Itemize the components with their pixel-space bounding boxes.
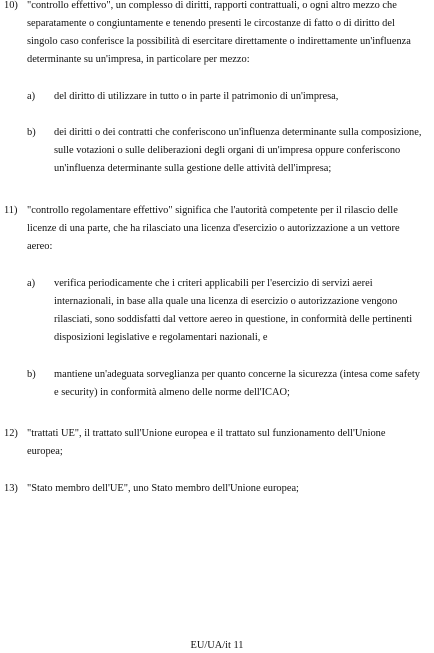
- item-text-line: "Stato membro dell'UE", uno Stato membro dell'Unione europea;: [27, 483, 299, 494]
- subitem-text-line: sulle votazioni o sulle deliberazioni degli organi di un'impresa oppure conferiscono: [54, 145, 401, 156]
- subitem-text-line: verifica periodicamente che i criteri applicabili per l'esercizio di servizi aerei: [54, 278, 373, 289]
- subitem-letter: b): [27, 127, 36, 138]
- subitem-letter: a): [27, 278, 36, 289]
- item-text-line: singolo caso conferisce la possibilità di esercitare direttamente o indirettamente un'influenza: [27, 36, 411, 47]
- subitem-text-line: e security) in conformità almeno delle norme dell'ICAO;: [54, 387, 290, 398]
- subitem-text-line: mantiene un'adeguata sorveglianza per quanto concerne la sicurezza (intesa come safety: [54, 369, 420, 380]
- subitem-text-line: dei diritti o dei contratti che conferiscono un'influenza determinante sulla composizione,: [54, 127, 422, 138]
- subitem-text-line: un'influenza determinante sulla gestione delle attività dell'impresa;: [54, 163, 332, 174]
- item-text-line: "controllo effettivo", un complesso di diritti, rapporti contrattuali, o ogni altro mezzo che: [27, 0, 397, 11]
- item-number: 13): [4, 483, 18, 494]
- item-text-line: "controllo regolamentare effettivo" significa che l'autorità competente per il rilascio delle: [27, 205, 398, 216]
- subitem-letter: a): [27, 91, 36, 102]
- subitem-letter: b): [27, 369, 36, 380]
- item-text-line: determinante su un'impresa, in particolare per mezzo:: [27, 54, 250, 65]
- subitem-text-line: del diritto di utilizzare in tutto o in parte il patrimonio di un'impresa,: [54, 91, 339, 102]
- page-footer: EU/UA/it 11: [190, 640, 244, 651]
- item-text-line: aereo:: [27, 241, 53, 252]
- subitem-text-line: rilasciati, sono soddisfatti dal vettore aereo in questione, in conformità delle pertinenti: [54, 314, 413, 325]
- item-text-line: separatamente o congiuntamente e tenendo presenti le circostanze di fatto o di diritto del: [27, 18, 395, 29]
- item-number: 11): [4, 205, 18, 216]
- item-text-line: licenze di una parte, che ha rilasciato una licenza d'esercizio o autorizzazione a un vettore: [27, 223, 400, 234]
- item-text-line: "trattati UE", il trattato sull'Unione europea e il trattato sul funzionamento dell'Unione: [27, 428, 386, 439]
- item-number: 12): [4, 428, 18, 439]
- subitem-text-line: disposizioni legislative e regolamentari nazionali, e: [54, 332, 268, 343]
- subitem-text-line: internazionali, in base alla quale una licenza di esercizio o autorizzazione vengono: [54, 296, 398, 307]
- item-text-line: europea;: [27, 446, 63, 457]
- item-number: 10): [4, 0, 18, 11]
